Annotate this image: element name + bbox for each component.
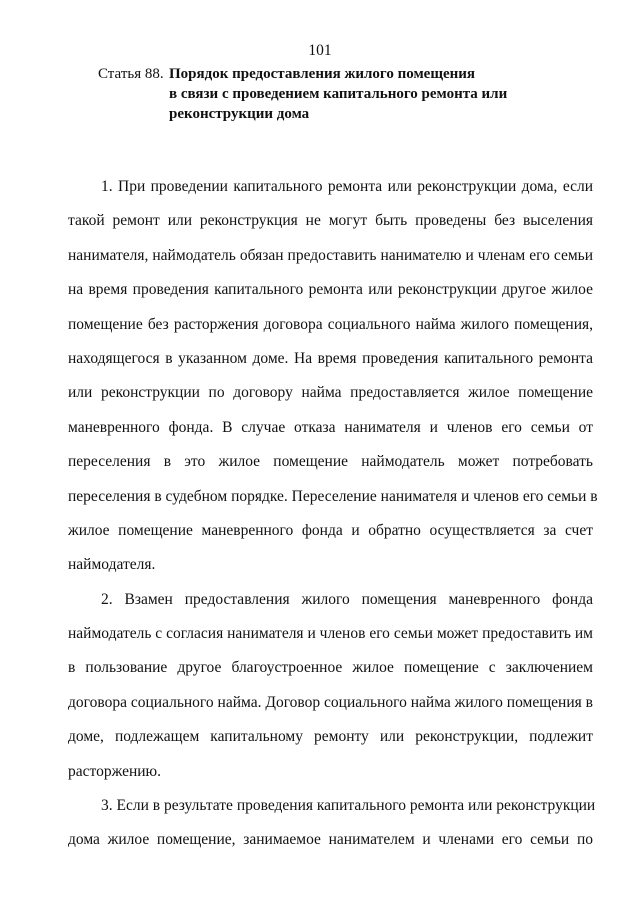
text-line: в пользование другое благоустроенное жилое помещение с заключением bbox=[68, 659, 593, 677]
text-line: наймодатель с согласия нанимателя и членов его семьи может предоставить им bbox=[68, 625, 593, 643]
text-line: 2. Взамен предоставления жилого помещения маневренного фонда bbox=[101, 590, 593, 608]
paragraph-2 bbox=[68, 583, 593, 789]
paragraph-3 bbox=[68, 789, 596, 858]
text-line: договора социального найма. Договор социального найма жилого помещения в bbox=[68, 693, 593, 711]
heading-indent bbox=[98, 84, 169, 104]
text-line: наймодателя. bbox=[68, 556, 156, 574]
heading-indent bbox=[98, 104, 169, 124]
article-heading-row-1 bbox=[98, 64, 578, 84]
article-title-line: Порядок предоставления жилого помещения bbox=[169, 66, 476, 82]
text-line: доме, подлежащем капитальному ремонту или реконструкции, подлежит bbox=[68, 728, 593, 746]
text-line: дома жилое помещение, занимаемое нанимателем и членами его семьи по bbox=[68, 831, 593, 849]
text-line: переселения в судебном порядке. Переселение нанимателя и членов его семьи в bbox=[68, 487, 598, 505]
text-line: помещение без расторжения договора социального найма жилого помещения, bbox=[68, 315, 593, 333]
text-line: 3. Если в результате проведения капитального ремонта или реконструкции bbox=[101, 797, 596, 815]
page-number: 101 bbox=[308, 42, 332, 59]
article-title-line: в связи с проведением капитального ремонта или bbox=[169, 86, 508, 102]
text-line: на время проведения капитального ремонта или реконструкции другое жилое bbox=[68, 281, 593, 299]
text-line: переселения в это жилое помещение наймодатель может потребовать bbox=[68, 453, 593, 471]
text-line: или реконструкции по договору найма предоставляется жилое помещение bbox=[68, 384, 593, 402]
article-heading-row-2 bbox=[98, 84, 578, 104]
text-line: маневренного фонда. В случае отказа нанимателя и членов его семьи от bbox=[68, 418, 593, 436]
text-line: находящегося в указанном доме. На время проведения капитального ремонта bbox=[68, 349, 593, 367]
article-title-line: реконструкции дома bbox=[169, 106, 310, 122]
article-heading-row-3 bbox=[98, 104, 578, 124]
article-body bbox=[68, 170, 598, 858]
article-label: Статья 88. bbox=[98, 66, 164, 82]
text-line: такой ремонт или реконструкция не могут быть проведены без выселения bbox=[68, 212, 593, 230]
text-line: жилое помещение маневренного фонда и обратно осуществляется за счет bbox=[68, 521, 593, 539]
text-line: расторжению. bbox=[68, 762, 162, 780]
article-heading bbox=[98, 64, 578, 124]
paragraph-1 bbox=[68, 170, 598, 583]
text-line: нанимателя, наймодатель обязан предоставить нанимателю и членам его семьи bbox=[68, 246, 593, 264]
text-line: 1. При проведении капитального ремонта или реконструкции дома, если bbox=[101, 178, 593, 195]
